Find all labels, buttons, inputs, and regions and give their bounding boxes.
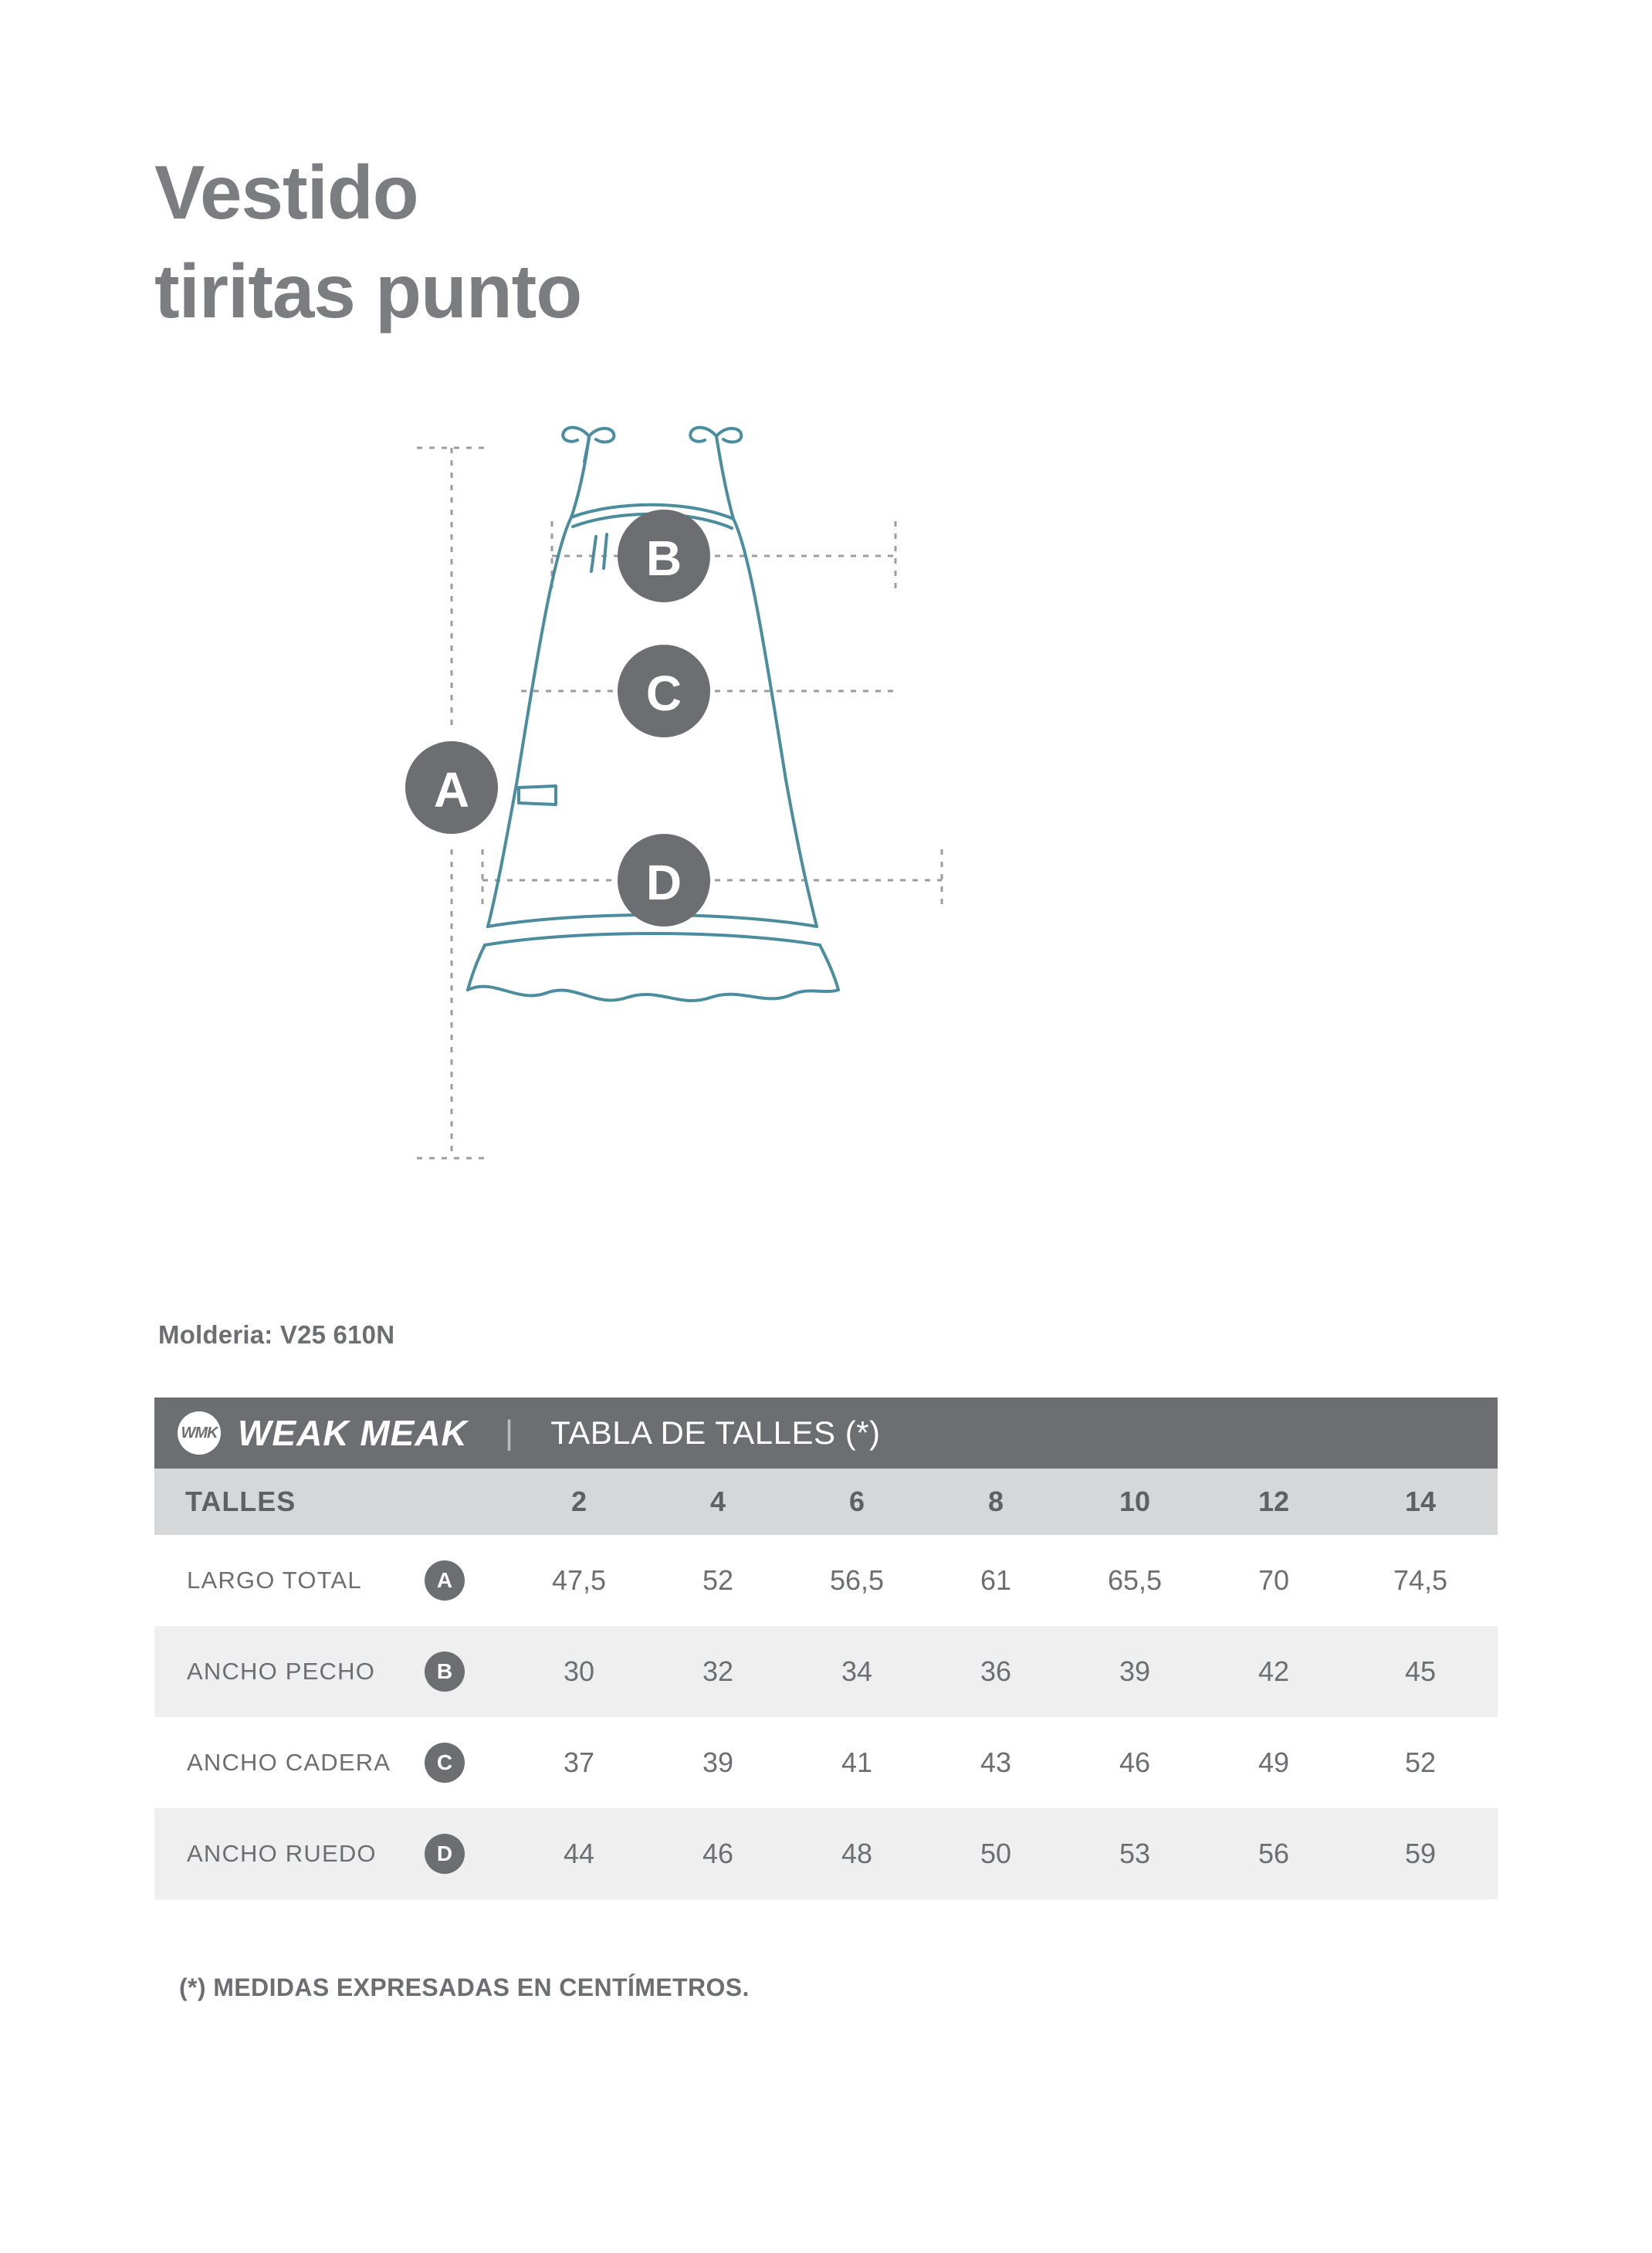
- size-header-10: 10: [1065, 1469, 1204, 1535]
- cell-ancho-cadera-4: 39: [702, 1746, 734, 1778]
- badge-letter: A: [425, 1560, 465, 1601]
- molderia-code: Molderia: V25 610N: [158, 1320, 395, 1349]
- size-header-12: 12: [1204, 1469, 1343, 1535]
- cell-ancho-ruedo-4: 46: [648, 1808, 787, 1899]
- table-title: TABLA DE TALLES (*): [550, 1414, 881, 1451]
- cell-ancho-ruedo-14: 59: [1343, 1808, 1498, 1899]
- cell-ancho-ruedo-10: 53: [1065, 1808, 1204, 1899]
- cell-largo-total-2: 47,5: [551, 1564, 607, 1596]
- svg-text:C: C: [645, 666, 682, 721]
- marker-c: [618, 645, 710, 737]
- size-header-8: 8: [926, 1469, 1065, 1535]
- cell-ancho-cadera-6: 41: [841, 1746, 873, 1778]
- cell-largo-total-14: 74,5: [1393, 1564, 1448, 1596]
- cell-ancho-pecho-14: 45: [1343, 1626, 1498, 1717]
- svg-text:B: B: [645, 530, 682, 586]
- page-title-line2: tiritas punto: [154, 249, 582, 334]
- sizes-label: TALLES: [154, 1469, 509, 1535]
- cell-largo-total-12: 70: [1258, 1564, 1290, 1596]
- size-table: [154, 1398, 1498, 1899]
- cell-ancho-pecho-4: 32: [648, 1626, 787, 1717]
- svg-text:A: A: [433, 762, 470, 818]
- page-title-line1: Vestido: [154, 150, 418, 235]
- marker-b: [618, 510, 710, 602]
- cell-largo-total-6: 56,5: [829, 1564, 885, 1596]
- cell-ancho-pecho-10: 39: [1065, 1626, 1204, 1717]
- size-header-2: 2: [509, 1469, 648, 1535]
- cell-ancho-cadera-12: 49: [1258, 1746, 1290, 1778]
- cell-ancho-cadera-8: 43: [980, 1746, 1012, 1778]
- table-row: [154, 1626, 1498, 1717]
- size-header-6: 6: [787, 1469, 926, 1535]
- units-footnote: (*) MEDIDAS EXPRESADAS EN CENTÍMETROS.: [179, 1973, 750, 2001]
- measure-badge-d: [425, 1808, 509, 1899]
- cell-ancho-ruedo-6: 48: [787, 1808, 926, 1899]
- svg-text:D: D: [645, 855, 682, 910]
- header-separator: |: [504, 1414, 514, 1452]
- cell-ancho-pecho-8: 36: [926, 1626, 1065, 1717]
- marker-a: [405, 741, 498, 834]
- cell-ancho-ruedo-12: 56: [1204, 1808, 1343, 1899]
- dimension-line-d: [482, 849, 942, 911]
- garment-illustration: [401, 417, 1297, 1235]
- cell-largo-total-8: 61: [980, 1564, 1012, 1596]
- measure-badge-a: [425, 1535, 509, 1626]
- cell-ancho-ruedo-2: 44: [509, 1808, 648, 1899]
- page-title: [154, 150, 1004, 334]
- cell-ancho-cadera-10: 46: [1119, 1746, 1151, 1778]
- cell-largo-total-10: 65,5: [1107, 1564, 1163, 1596]
- size-table-container: [154, 1398, 1498, 1899]
- marker-d: [618, 834, 710, 927]
- badge-letter: D: [425, 1834, 465, 1874]
- badge-letter: B: [425, 1652, 465, 1692]
- table-header-row: [154, 1398, 1498, 1469]
- size-header-14: 14: [1343, 1469, 1498, 1535]
- brand-logo-icon: WMK: [178, 1411, 221, 1455]
- cell-ancho-cadera-14: 52: [1404, 1746, 1437, 1778]
- brand-name: WEAK MEAK: [238, 1413, 468, 1453]
- cell-ancho-pecho-6: 34: [787, 1626, 926, 1717]
- measure-label-ancho-pecho: ANCHO PECHO: [154, 1626, 425, 1717]
- size-header-4: 4: [648, 1469, 787, 1535]
- cell-largo-total-4: 52: [702, 1564, 734, 1596]
- cell-ancho-pecho-2: 30: [509, 1626, 648, 1717]
- badge-letter: C: [425, 1743, 465, 1783]
- table-row: [154, 1535, 1498, 1626]
- cell-ancho-ruedo-8: 50: [926, 1808, 1065, 1899]
- table-row: [154, 1717, 1498, 1808]
- measure-label-ancho-ruedo: ANCHO RUEDO: [154, 1808, 425, 1899]
- cell-ancho-pecho-12: 42: [1204, 1626, 1343, 1717]
- measure-badge-c: [425, 1717, 509, 1808]
- table-row: [154, 1808, 1498, 1899]
- measure-badge-b: [425, 1626, 509, 1717]
- brand-header-cell: [154, 1398, 1498, 1469]
- measure-label-largo-total: LARGO TOTAL: [187, 1567, 362, 1594]
- cell-ancho-cadera-2: 37: [563, 1746, 595, 1778]
- measure-label-ancho-cadera: ANCHO CADERA: [187, 1749, 391, 1776]
- table-sizes-row: [154, 1469, 1498, 1535]
